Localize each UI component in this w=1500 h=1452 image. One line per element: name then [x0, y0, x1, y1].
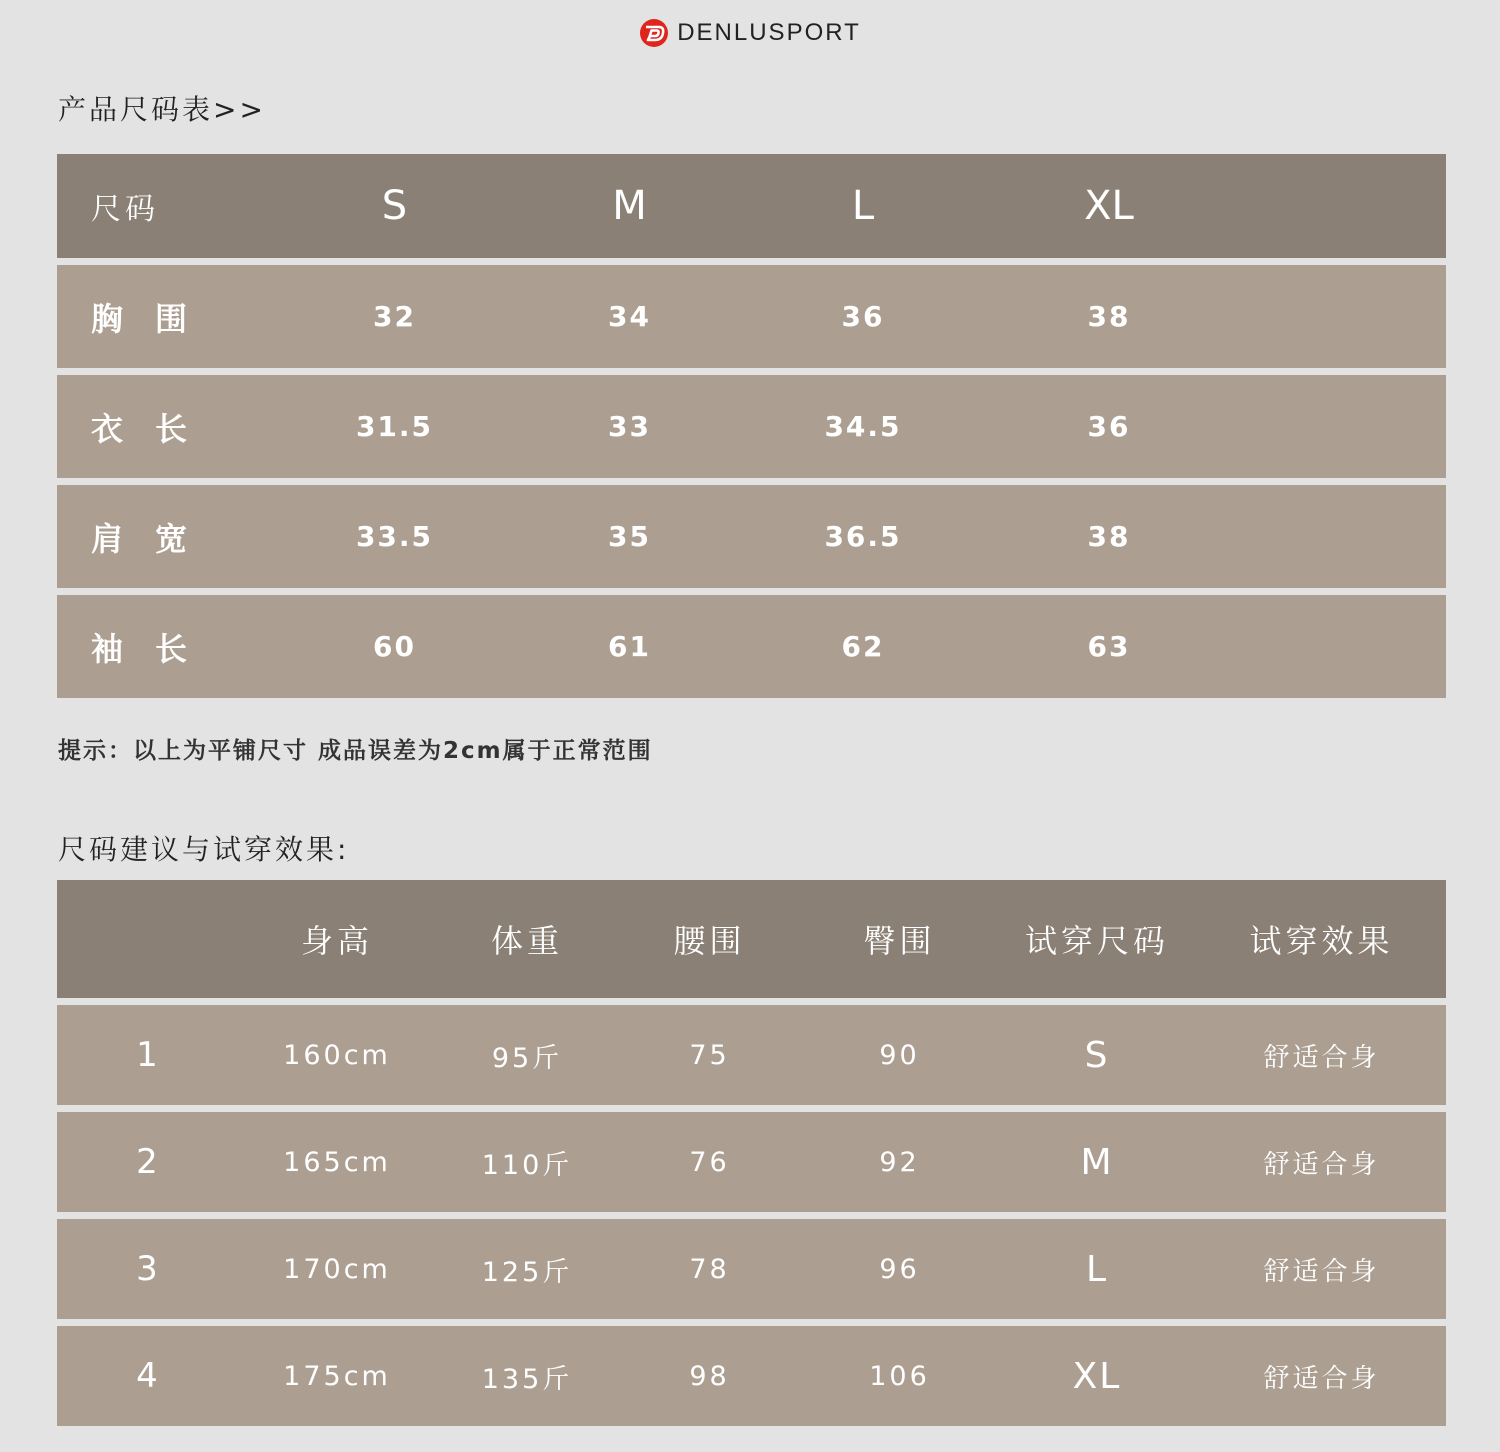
header-cell: 尺码 [91, 192, 159, 227]
table-cell: 36 [841, 300, 885, 333]
table-cell: 76 [689, 1146, 730, 1178]
table-cell: M [1080, 1141, 1114, 1183]
table-cell: 135斤 [481, 1363, 573, 1395]
fit-suggestion-table [57, 880, 1446, 1426]
row-number: 3 [136, 1249, 158, 1289]
table-cell: 125斤 [481, 1256, 573, 1288]
row-number: 2 [136, 1142, 158, 1182]
table-cell: 舒适合身 [1263, 1363, 1380, 1394]
table-cell: 舒适合身 [1263, 1149, 1380, 1180]
row-number: 1 [136, 1035, 158, 1075]
table-row [57, 595, 1446, 698]
table-row [57, 1112, 1446, 1212]
table-row [57, 375, 1446, 478]
row-number: 4 [136, 1356, 158, 1396]
header-cell: 腰围 [673, 922, 746, 960]
table-cell: 78 [689, 1253, 730, 1285]
size-chart-title: 产品尺码表>> [58, 93, 266, 126]
table-cell: 31.5 [355, 410, 434, 443]
empty-cell [1239, 265, 1446, 368]
table-cell: 62 [841, 630, 885, 663]
table-cell: S [1084, 1034, 1110, 1076]
table-cell: 34.5 [824, 410, 902, 443]
table-row [57, 1005, 1446, 1105]
table-cell: 33 [608, 410, 651, 443]
size-chart-table [57, 154, 1446, 698]
brand-header [0, 18, 1500, 48]
table-cell: 90 [879, 1039, 920, 1071]
header-cell: 身高 [300, 922, 373, 960]
brand-name: DENLUSPORT [677, 19, 861, 46]
header-cell: 体重 [490, 922, 563, 960]
table-cell: 92 [879, 1146, 920, 1178]
row-label: 肩 宽 [91, 519, 188, 558]
header-cell: XL [1084, 183, 1134, 229]
table-cell: 160cm [283, 1039, 391, 1071]
table-row [57, 1326, 1446, 1426]
table-cell: 165cm [283, 1146, 391, 1178]
header-cell: 试穿效果 [1249, 922, 1394, 960]
table-row [57, 485, 1446, 588]
table-cell: 95斤 [491, 1042, 563, 1074]
fit-suggestion-title: 尺码建议与试穿效果: [58, 833, 350, 866]
header-cell: 臀围 [863, 922, 936, 960]
empty-cell [1239, 595, 1446, 698]
table-cell: 175cm [283, 1360, 391, 1392]
table-cell: L [1085, 1248, 1109, 1290]
table-row [57, 1219, 1446, 1319]
header-cell: M [612, 183, 647, 229]
table-cell: 106 [869, 1360, 930, 1392]
header-cell: S [381, 183, 408, 229]
table-cell: XL [1072, 1355, 1122, 1397]
row-label: 胸 围 [91, 299, 188, 338]
table-row [57, 265, 1446, 368]
table-header-row [57, 154, 1446, 258]
table-cell: 38 [1087, 520, 1131, 553]
table-cell: 36 [1087, 410, 1131, 443]
table-cell: 63 [1087, 630, 1131, 663]
row-label: 袖 长 [91, 629, 188, 668]
row-label: 衣 长 [91, 409, 188, 448]
table-cell: 32 [373, 300, 416, 333]
empty-cell [1239, 154, 1446, 258]
table-cell: 34 [608, 300, 651, 333]
table-cell: 35 [608, 520, 651, 553]
measurement-note: 提示：以上为平铺尺寸 成品误差为2cm属于正常范围 [58, 738, 653, 764]
empty-cell [1239, 485, 1446, 588]
table-cell: 98 [689, 1360, 730, 1392]
table-cell: 38 [1087, 300, 1131, 333]
table-cell: 舒适合身 [1263, 1256, 1380, 1287]
empty-cell [1239, 375, 1446, 478]
table-header-row [57, 880, 1446, 998]
table-cell: 60 [373, 630, 416, 663]
table-cell: 36.5 [824, 520, 902, 553]
header-cell: 试穿尺码 [1024, 922, 1169, 960]
table-cell: 110斤 [481, 1149, 573, 1181]
header-cell [57, 880, 237, 998]
table-cell: 170cm [283, 1253, 391, 1285]
table-cell: 33.5 [355, 520, 434, 553]
table-cell: 舒适合身 [1263, 1042, 1380, 1073]
table-cell: 75 [689, 1039, 730, 1071]
table-cell: 61 [608, 630, 651, 663]
table-cell: 96 [879, 1253, 920, 1285]
d-circle-logo-icon [639, 18, 669, 48]
header-cell: L [851, 183, 875, 229]
